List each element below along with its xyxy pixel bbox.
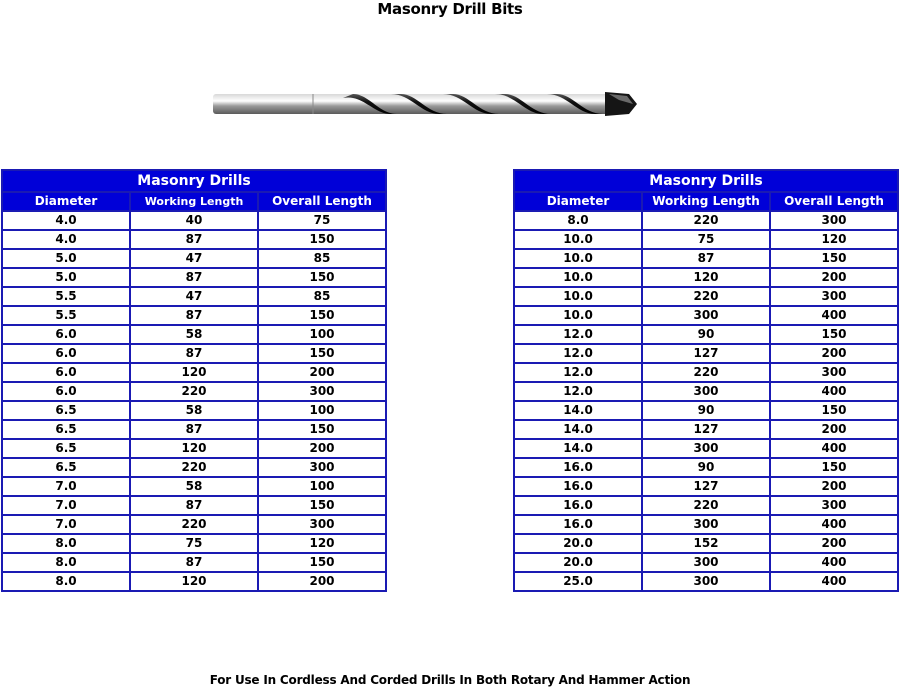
cell-working-length: 87 (130, 496, 258, 515)
cell-working-length: 90 (642, 325, 770, 344)
cell-overall-length: 150 (770, 458, 898, 477)
cell-overall-length: 200 (258, 439, 386, 458)
cell-working-length: 300 (642, 306, 770, 325)
cell-working-length: 220 (642, 496, 770, 515)
cell-working-length: 300 (642, 553, 770, 572)
cell-overall-length: 150 (258, 268, 386, 287)
table-row (2, 306, 386, 325)
table-row (514, 268, 898, 287)
cell-diameter: 12.0 (514, 344, 642, 363)
cell-working-length: 120 (642, 268, 770, 287)
table-title: Masonry Drills (2, 170, 386, 192)
cell-working-length: 87 (130, 268, 258, 287)
cell-overall-length: 400 (770, 572, 898, 591)
cell-overall-length: 300 (770, 287, 898, 306)
table-row (514, 249, 898, 268)
column-header-diameter: Diameter (514, 192, 642, 211)
cell-working-length: 87 (130, 420, 258, 439)
cell-overall-length: 85 (258, 287, 386, 306)
cell-working-length: 47 (130, 249, 258, 268)
table-row (514, 515, 898, 534)
table-row (2, 382, 386, 401)
column-header-diameter: Diameter (2, 192, 130, 211)
cell-working-length: 58 (130, 477, 258, 496)
cell-overall-length: 150 (258, 420, 386, 439)
cell-overall-length: 200 (770, 344, 898, 363)
cell-overall-length: 400 (770, 515, 898, 534)
table-row (514, 287, 898, 306)
cell-diameter: 10.0 (514, 249, 642, 268)
cell-working-length: 120 (130, 363, 258, 382)
table-row (514, 458, 898, 477)
cell-diameter: 16.0 (514, 515, 642, 534)
cell-working-length: 220 (642, 287, 770, 306)
cell-overall-length: 400 (770, 439, 898, 458)
cell-overall-length: 75 (258, 211, 386, 230)
table-row (514, 363, 898, 382)
cell-overall-length: 400 (770, 553, 898, 572)
column-header-working-length: Working Length (130, 192, 258, 211)
cell-working-length: 87 (130, 344, 258, 363)
cell-overall-length: 200 (770, 477, 898, 496)
cell-diameter: 14.0 (514, 401, 642, 420)
cell-working-length: 152 (642, 534, 770, 553)
cell-overall-length: 120 (258, 534, 386, 553)
cell-overall-length: 120 (770, 230, 898, 249)
table-row (514, 344, 898, 363)
cell-working-length: 120 (130, 439, 258, 458)
cell-overall-length: 200 (258, 363, 386, 382)
cell-diameter: 6.0 (2, 382, 130, 401)
table-row (2, 420, 386, 439)
cell-working-length: 40 (130, 211, 258, 230)
cell-working-length: 220 (130, 515, 258, 534)
cell-diameter: 8.0 (2, 572, 130, 591)
table-row (514, 382, 898, 401)
cell-overall-length: 100 (258, 477, 386, 496)
footer-note: For Use In Cordless And Corded Drills In Both Rotary And Hammer Action (209, 673, 691, 687)
cell-working-length: 220 (130, 458, 258, 477)
cell-working-length: 87 (130, 553, 258, 572)
table-row (514, 401, 898, 420)
cell-working-length: 87 (130, 230, 258, 249)
cell-overall-length: 200 (258, 572, 386, 591)
cell-diameter: 6.0 (2, 325, 130, 344)
cell-overall-length: 300 (258, 515, 386, 534)
column-header-overall-length: Overall Length (258, 192, 386, 211)
table-body (514, 211, 898, 591)
cell-diameter: 12.0 (514, 363, 642, 382)
column-header-working-length: Working Length (642, 192, 770, 211)
cell-diameter: 4.0 (2, 230, 130, 249)
table-row (2, 401, 386, 420)
masonry-drill-bit-image (213, 86, 639, 122)
cell-diameter: 10.0 (514, 287, 642, 306)
table-row (2, 230, 386, 249)
cell-diameter: 14.0 (514, 439, 642, 458)
cell-working-length: 87 (642, 249, 770, 268)
table-row (514, 553, 898, 572)
table-row (514, 534, 898, 553)
cell-diameter: 10.0 (514, 268, 642, 287)
cell-working-length: 220 (642, 211, 770, 230)
cell-diameter: 5.5 (2, 306, 130, 325)
cell-diameter: 16.0 (514, 496, 642, 515)
table-row (2, 287, 386, 306)
cell-overall-length: 150 (770, 325, 898, 344)
cell-overall-length: 300 (258, 382, 386, 401)
table-row (2, 325, 386, 344)
cell-overall-length: 150 (258, 230, 386, 249)
cell-diameter: 20.0 (514, 553, 642, 572)
table-row (514, 306, 898, 325)
cell-diameter: 4.0 (2, 211, 130, 230)
masonry-drills-table-left (1, 169, 387, 592)
table-row (514, 211, 898, 230)
table-body (2, 211, 386, 591)
table-row (2, 572, 386, 591)
cell-working-length: 75 (130, 534, 258, 553)
table-row (2, 211, 386, 230)
cell-diameter: 5.0 (2, 268, 130, 287)
cell-working-length: 47 (130, 287, 258, 306)
cell-diameter: 16.0 (514, 477, 642, 496)
table-row (2, 249, 386, 268)
cell-overall-length: 200 (770, 268, 898, 287)
cell-working-length: 90 (642, 401, 770, 420)
cell-diameter: 7.0 (2, 477, 130, 496)
table-row (2, 553, 386, 572)
cell-working-length: 120 (130, 572, 258, 591)
cell-working-length: 300 (642, 572, 770, 591)
cell-diameter: 8.0 (2, 553, 130, 572)
cell-diameter: 5.5 (2, 287, 130, 306)
table-row (514, 439, 898, 458)
cell-overall-length: 300 (258, 458, 386, 477)
cell-diameter: 12.0 (514, 325, 642, 344)
cell-diameter: 6.5 (2, 439, 130, 458)
cell-working-length: 75 (642, 230, 770, 249)
table-row (2, 363, 386, 382)
table-row (2, 439, 386, 458)
table-row (514, 572, 898, 591)
table-row (514, 496, 898, 515)
cell-overall-length: 200 (770, 534, 898, 553)
cell-diameter: 6.0 (2, 344, 130, 363)
table-row (2, 268, 386, 287)
cell-working-length: 58 (130, 401, 258, 420)
page-title: Masonry Drill Bits (377, 0, 523, 18)
cell-diameter: 10.0 (514, 306, 642, 325)
cell-overall-length: 150 (258, 306, 386, 325)
cell-working-length: 127 (642, 477, 770, 496)
cell-diameter: 7.0 (2, 496, 130, 515)
cell-working-length: 220 (642, 363, 770, 382)
table-row (2, 496, 386, 515)
table-row (2, 458, 386, 477)
cell-working-length: 300 (642, 515, 770, 534)
cell-diameter: 6.5 (2, 458, 130, 477)
cell-overall-length: 200 (770, 420, 898, 439)
cell-overall-length: 400 (770, 306, 898, 325)
cell-overall-length: 150 (258, 344, 386, 363)
cell-diameter: 16.0 (514, 458, 642, 477)
cell-overall-length: 150 (770, 249, 898, 268)
cell-diameter: 10.0 (514, 230, 642, 249)
cell-working-length: 90 (642, 458, 770, 477)
cell-overall-length: 150 (258, 496, 386, 515)
cell-overall-length: 300 (770, 211, 898, 230)
cell-diameter: 20.0 (514, 534, 642, 553)
table-title: Masonry Drills (514, 170, 898, 192)
column-header-overall-length: Overall Length (770, 192, 898, 211)
cell-diameter: 8.0 (2, 534, 130, 553)
cell-overall-length: 85 (258, 249, 386, 268)
cell-working-length: 300 (642, 439, 770, 458)
table-row (2, 534, 386, 553)
cell-working-length: 220 (130, 382, 258, 401)
table-row (2, 515, 386, 534)
cell-diameter: 6.5 (2, 401, 130, 420)
cell-overall-length: 300 (770, 496, 898, 515)
cell-diameter: 12.0 (514, 382, 642, 401)
cell-diameter: 25.0 (514, 572, 642, 591)
table-row (514, 230, 898, 249)
cell-working-length: 58 (130, 325, 258, 344)
cell-diameter: 6.0 (2, 363, 130, 382)
cell-diameter: 7.0 (2, 515, 130, 534)
masonry-drills-table-right (513, 169, 899, 592)
cell-working-length: 127 (642, 420, 770, 439)
table-row (514, 420, 898, 439)
cell-overall-length: 100 (258, 401, 386, 420)
cell-diameter: 8.0 (514, 211, 642, 230)
table-row (514, 477, 898, 496)
table-row (2, 344, 386, 363)
cell-working-length: 127 (642, 344, 770, 363)
cell-diameter: 6.5 (2, 420, 130, 439)
cell-overall-length: 300 (770, 363, 898, 382)
cell-diameter: 5.0 (2, 249, 130, 268)
cell-overall-length: 150 (770, 401, 898, 420)
cell-overall-length: 400 (770, 382, 898, 401)
cell-overall-length: 100 (258, 325, 386, 344)
table-row (514, 325, 898, 344)
cell-diameter: 14.0 (514, 420, 642, 439)
cell-working-length: 300 (642, 382, 770, 401)
cell-overall-length: 150 (258, 553, 386, 572)
cell-working-length: 87 (130, 306, 258, 325)
table-row (2, 477, 386, 496)
